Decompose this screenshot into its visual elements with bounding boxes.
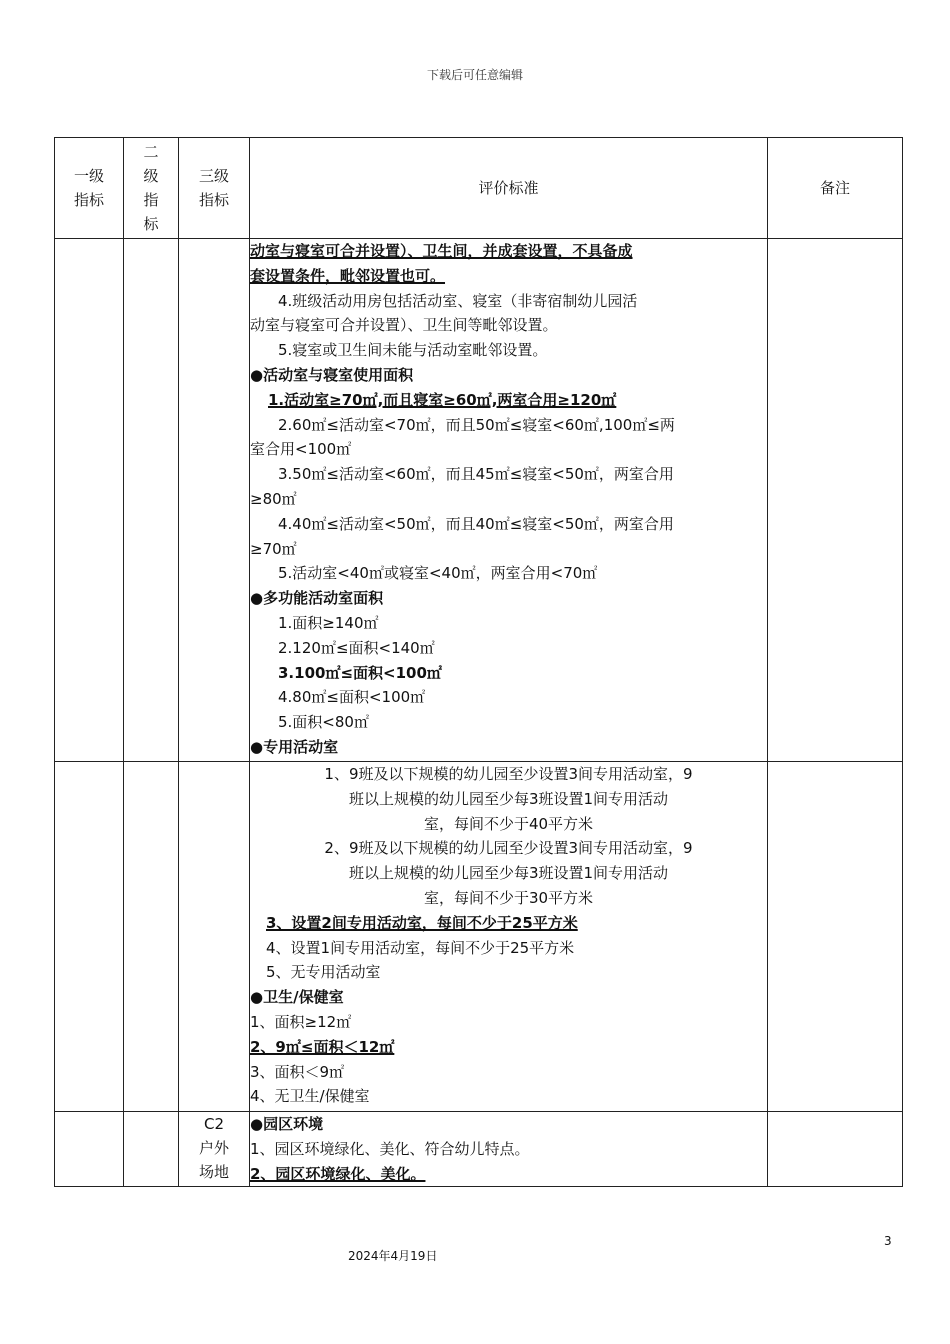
cell-level2 bbox=[124, 1112, 179, 1187]
remarks-cell bbox=[768, 762, 903, 1112]
cell-level1 bbox=[55, 762, 124, 1112]
criteria-line: ≥70㎡ bbox=[250, 539, 297, 558]
col-level1-header bbox=[55, 138, 124, 239]
criteria-cell bbox=[250, 762, 768, 1112]
sub-indicator-code: C2 bbox=[203, 1115, 225, 1133]
criteria-line: 5.活动室<40㎡或寝室<40㎡，两室合用<70㎡ bbox=[278, 564, 598, 583]
cell-level3-c2 bbox=[179, 1112, 250, 1187]
table-row bbox=[55, 762, 903, 1112]
criteria-line: 1.活动室≥70㎡,而且寝室≥60㎡,两室合用≥120㎡ bbox=[268, 390, 617, 409]
criteria-line: 4.80㎡≤面积<100㎡ bbox=[278, 688, 426, 707]
sub-indicator-name: 场地 bbox=[198, 1163, 229, 1181]
col-remarks-header: 备注 bbox=[768, 138, 903, 239]
criteria-line: 2、园区环境绿化、美化。 bbox=[250, 1164, 426, 1183]
criteria-line: 2.120㎡≤面积<140㎡ bbox=[278, 638, 435, 657]
criteria-line: 班以上规模的幼儿园至少每3班设置1间专用活动 bbox=[348, 789, 669, 808]
footer-date: 2024年4月19日 bbox=[348, 1249, 438, 1263]
col-criteria-header: 评价标准 bbox=[250, 138, 768, 239]
table-row bbox=[55, 239, 903, 762]
col-level1-line2: 指标 bbox=[73, 191, 104, 209]
col-level1-line1: 一级 bbox=[73, 167, 104, 185]
cell-level1 bbox=[55, 1112, 124, 1187]
cell-level3 bbox=[179, 239, 250, 762]
cell-level3 bbox=[179, 762, 250, 1112]
criteria-line: 4.班级活动用房包括活动室、寝室（非寄宿制幼儿园活 bbox=[278, 291, 638, 310]
section-title-env: ●园区环境 bbox=[250, 1115, 324, 1133]
evaluation-table bbox=[54, 137, 903, 1187]
criteria-cell bbox=[250, 239, 768, 762]
table-header-row bbox=[55, 138, 903, 239]
col-level2-line1: 二 bbox=[143, 143, 159, 161]
cell-level2 bbox=[124, 239, 179, 762]
criteria-line: 4、无卫生/保健室 bbox=[250, 1087, 370, 1106]
criteria-line: 2、9班及以下规模的幼儿园至少设置3间专用活动室，9 bbox=[324, 839, 693, 858]
criteria-line: 1、面积≥12㎡ bbox=[250, 1012, 352, 1031]
col-level2-line2: 级 bbox=[143, 167, 159, 185]
col-level2-line3: 指 bbox=[143, 191, 159, 209]
criteria-line: 1、9班及以下规模的幼儿园至少设置3间专用活动室，9 bbox=[324, 765, 693, 783]
criteria-line: 3、面积＜9㎡ bbox=[250, 1062, 345, 1081]
criteria-line: 5、无专用活动室 bbox=[266, 963, 381, 982]
col-level3-line2: 指标 bbox=[198, 191, 229, 209]
col-level3-line1: 三级 bbox=[198, 167, 229, 185]
criteria-line: 动室与寝室可合并设置）、卫生间，并成套设置，不具备成 bbox=[250, 242, 633, 260]
criteria-cell bbox=[250, 1112, 768, 1187]
page-header: 下载后可任意编辑 bbox=[426, 68, 523, 82]
cell-level2 bbox=[124, 762, 179, 1112]
col-level3-header bbox=[179, 138, 250, 239]
remarks-cell bbox=[768, 1112, 903, 1187]
remarks-cell bbox=[768, 239, 903, 762]
section-title-special: ●专用活动室 bbox=[250, 737, 339, 756]
sub-indicator-name: 户外 bbox=[198, 1139, 229, 1157]
section-title-area: ●活动室与寝室使用面积 bbox=[250, 365, 414, 384]
criteria-line: 2、9㎡≤面积＜12㎡ bbox=[250, 1037, 395, 1056]
criteria-line: 1.面积≥140㎡ bbox=[278, 613, 379, 632]
criteria-line: 4.40㎡≤活动室<50㎡，而且40㎡≤寝室<50㎡，两室合用 bbox=[278, 514, 674, 533]
col-level2-header bbox=[124, 138, 179, 239]
criteria-line: 班以上规模的幼儿园至少每3班设置1间专用活动 bbox=[348, 864, 669, 883]
criteria-line: 3.100㎡≤面积<100㎡ bbox=[278, 663, 442, 682]
criteria-line: 1、园区环境绿化、美化、符合幼儿特点。 bbox=[250, 1139, 530, 1158]
criteria-line: 室，每间不少于40平方米 bbox=[423, 814, 594, 833]
criteria-line: 室，每间不少于30平方米 bbox=[423, 888, 594, 907]
criteria-line: 套设置条件，毗邻设置也可。 bbox=[250, 266, 446, 285]
col-level2-line4: 标 bbox=[143, 215, 159, 233]
criteria-line: ≥80㎡ bbox=[250, 489, 297, 508]
section-title-health: ●卫生/保健室 bbox=[250, 988, 344, 1007]
section-title-multi: ●多功能活动室面积 bbox=[250, 589, 384, 608]
cell-level1 bbox=[55, 239, 124, 762]
criteria-line: 3.50㎡≤活动室<60㎡，而且45㎡≤寝室<50㎡，两室合用 bbox=[278, 465, 674, 484]
criteria-line: 4、设置1间专用活动室，每间不少于25平方米 bbox=[266, 938, 575, 957]
criteria-line: 5.寝室或卫生间未能与活动室毗邻设置。 bbox=[278, 341, 548, 360]
criteria-line: 5.面积<80㎡ bbox=[278, 713, 369, 732]
criteria-line: 3、设置2间专用活动室，每间不少于25平方米 bbox=[266, 913, 578, 932]
page-number: 3 bbox=[884, 1234, 892, 1248]
criteria-line: 室合用<100㎡ bbox=[250, 440, 352, 459]
criteria-line: 动室与寝室可合并设置）、卫生间等毗邻设置。 bbox=[250, 316, 558, 335]
criteria-line: 2.60㎡≤活动室<70㎡，而且50㎡≤寝室<60㎡,100㎡≤两 bbox=[278, 415, 675, 434]
table-row bbox=[55, 1112, 903, 1187]
